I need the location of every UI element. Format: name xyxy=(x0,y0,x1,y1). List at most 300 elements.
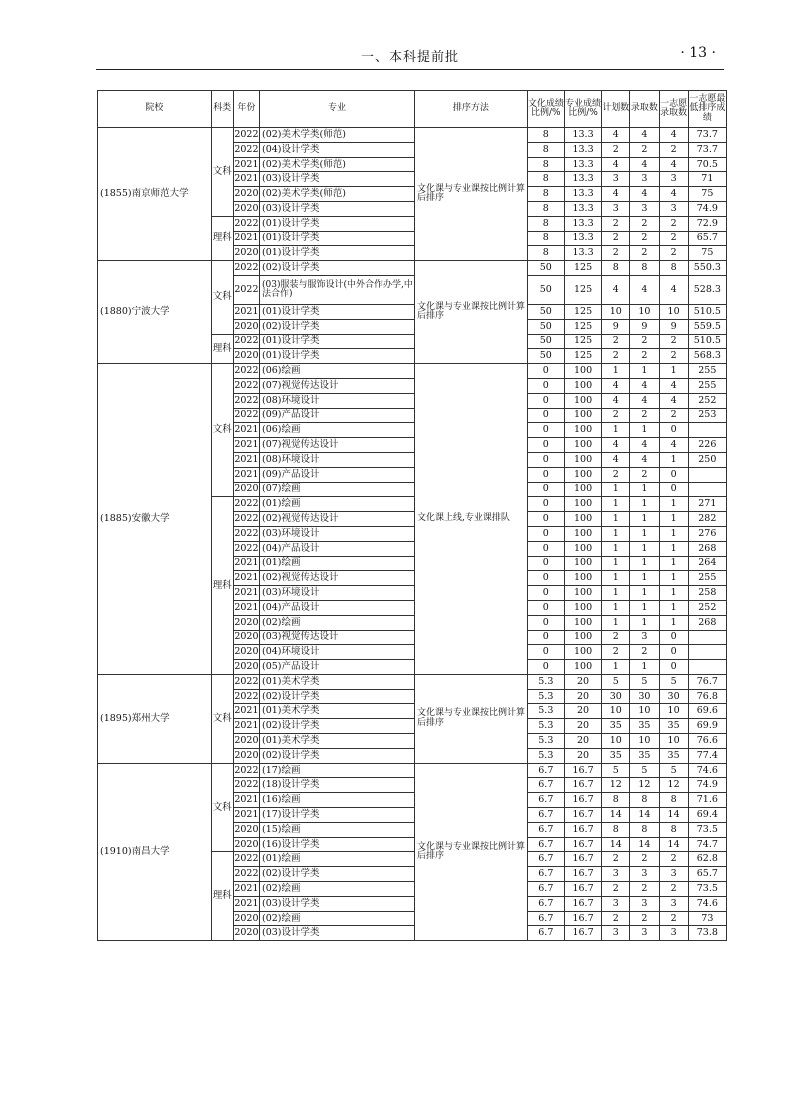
major-ratio-cell: 100 xyxy=(564,541,601,556)
col-header: 排序方法 xyxy=(415,91,528,128)
culture-ratio-cell: 6.7 xyxy=(527,896,564,911)
year-cell: 2022 xyxy=(233,275,259,304)
page-title: 一、本科提前批 xyxy=(360,50,459,65)
first-choice-count-cell: 10 xyxy=(659,704,688,719)
admit-count-cell: 1 xyxy=(630,615,659,630)
major-ratio-cell: 100 xyxy=(564,497,601,512)
first-choice-count-cell: 0 xyxy=(659,423,688,438)
year-cell: 2022 xyxy=(233,216,259,231)
min-score-cell xyxy=(688,630,726,645)
major-ratio-cell: 16.7 xyxy=(564,808,601,823)
table-row xyxy=(98,674,727,689)
university-name: (1880)宁波大学 xyxy=(98,261,212,364)
culture-ratio-cell: 8 xyxy=(527,231,564,246)
admit-count-cell: 1 xyxy=(630,586,659,601)
major-cell: (01)设计学类 xyxy=(260,231,415,246)
culture-ratio-cell: 6.7 xyxy=(527,911,564,926)
year-cell: 2022 xyxy=(233,364,259,379)
major-ratio-cell: 13.3 xyxy=(564,246,601,261)
min-score-cell xyxy=(688,467,726,482)
plan-count-cell: 1 xyxy=(602,615,630,630)
first-choice-count-cell: 3 xyxy=(659,896,688,911)
min-score-cell: 250 xyxy=(688,452,726,467)
major-cell: (07)视觉传达设计 xyxy=(260,378,415,393)
table-header-row xyxy=(98,91,727,128)
min-score-cell: 76.8 xyxy=(688,689,726,704)
major-cell: (02)设计学类 xyxy=(260,261,415,276)
major-cell: (06)绘画 xyxy=(260,423,415,438)
table-row xyxy=(98,364,727,379)
min-score-cell: 76.6 xyxy=(688,734,726,749)
first-choice-count-cell: 4 xyxy=(659,157,688,172)
major-ratio-cell: 16.7 xyxy=(564,793,601,808)
admit-count-cell: 2 xyxy=(630,645,659,660)
plan-count-cell: 2 xyxy=(602,911,630,926)
min-score-cell: 568.3 xyxy=(688,349,726,364)
major-cell: (05)产品设计 xyxy=(260,660,415,675)
culture-ratio-cell: 0 xyxy=(527,615,564,630)
admit-count-cell: 4 xyxy=(630,187,659,202)
plan-count-cell: 2 xyxy=(602,349,630,364)
plan-count-cell: 9 xyxy=(602,319,630,334)
admit-count-cell: 1 xyxy=(630,600,659,615)
major-ratio-cell: 16.7 xyxy=(564,837,601,852)
major-cell: (04)产品设计 xyxy=(260,541,415,556)
min-score-cell: 255 xyxy=(688,571,726,586)
col-header: 专业成绩比例/% xyxy=(564,91,601,128)
sort-method: 文化课与专业课按比例计算后排序 xyxy=(415,763,528,941)
year-cell: 2022 xyxy=(233,334,259,349)
culture-ratio-cell: 8 xyxy=(527,246,564,261)
culture-ratio-cell: 8 xyxy=(527,128,564,143)
admit-count-cell: 2 xyxy=(630,216,659,231)
year-cell: 2021 xyxy=(233,423,259,438)
subject-category: 文科 xyxy=(211,763,233,852)
year-cell: 2022 xyxy=(233,378,259,393)
subject-category: 理科 xyxy=(211,497,233,675)
university-name: (1885)安徽大学 xyxy=(98,364,212,675)
plan-count-cell: 3 xyxy=(602,867,630,882)
year-cell: 2022 xyxy=(233,763,259,778)
culture-ratio-cell: 6.7 xyxy=(527,926,564,941)
col-header: 科类 xyxy=(211,91,233,128)
plan-count-cell: 4 xyxy=(602,393,630,408)
first-choice-count-cell: 2 xyxy=(659,231,688,246)
plan-count-cell: 8 xyxy=(602,822,630,837)
major-cell: (01)美术学类 xyxy=(260,674,415,689)
plan-count-cell: 1 xyxy=(602,586,630,601)
admit-count-cell: 5 xyxy=(630,674,659,689)
min-score-cell: 252 xyxy=(688,600,726,615)
year-cell: 2020 xyxy=(233,748,259,763)
major-cell: (02)美术学类(师范) xyxy=(260,157,415,172)
min-score-cell: 73 xyxy=(688,911,726,926)
plan-count-cell: 2 xyxy=(602,467,630,482)
min-score-cell: 65.7 xyxy=(688,867,726,882)
major-cell: (02)绘画 xyxy=(260,911,415,926)
first-choice-count-cell: 4 xyxy=(659,187,688,202)
culture-ratio-cell: 6.7 xyxy=(527,822,564,837)
culture-ratio-cell: 8 xyxy=(527,201,564,216)
plan-count-cell: 4 xyxy=(602,187,630,202)
admit-count-cell: 1 xyxy=(630,541,659,556)
col-header: 一志愿录取数 xyxy=(659,91,688,128)
major-cell: (06)绘画 xyxy=(260,364,415,379)
col-header: 一志愿最低排序成绩 xyxy=(688,91,726,128)
major-cell: (03)设计学类 xyxy=(260,172,415,187)
culture-ratio-cell: 8 xyxy=(527,142,564,157)
first-choice-count-cell: 8 xyxy=(659,822,688,837)
min-score-cell: 72.9 xyxy=(688,216,726,231)
major-cell: (03)环境设计 xyxy=(260,526,415,541)
culture-ratio-cell: 6.7 xyxy=(527,763,564,778)
major-ratio-cell: 100 xyxy=(564,423,601,438)
page-number: · 13 · xyxy=(680,45,716,61)
admit-count-cell: 1 xyxy=(630,556,659,571)
major-ratio-cell: 13.3 xyxy=(564,157,601,172)
table-body xyxy=(98,128,727,941)
min-score-cell: 69.6 xyxy=(688,704,726,719)
first-choice-count-cell: 5 xyxy=(659,674,688,689)
major-cell: (15)绘画 xyxy=(260,822,415,837)
culture-ratio-cell: 6.7 xyxy=(527,778,564,793)
first-choice-count-cell: 5 xyxy=(659,763,688,778)
first-choice-count-cell: 3 xyxy=(659,867,688,882)
plan-count-cell: 1 xyxy=(602,423,630,438)
min-score-cell xyxy=(688,423,726,438)
col-header: 文化成绩比例/% xyxy=(527,91,564,128)
culture-ratio-cell: 0 xyxy=(527,378,564,393)
major-ratio-cell: 100 xyxy=(564,645,601,660)
major-cell: (01)设计学类 xyxy=(260,349,415,364)
major-cell: (16)设计学类 xyxy=(260,837,415,852)
culture-ratio-cell: 6.7 xyxy=(527,882,564,897)
year-cell: 2021 xyxy=(233,304,259,319)
plan-count-cell: 2 xyxy=(602,216,630,231)
major-ratio-cell: 20 xyxy=(564,674,601,689)
major-cell: (09)产品设计 xyxy=(260,408,415,423)
major-ratio-cell: 100 xyxy=(564,467,601,482)
major-cell: (02)设计学类 xyxy=(260,748,415,763)
culture-ratio-cell: 50 xyxy=(527,319,564,334)
plan-count-cell: 1 xyxy=(602,512,630,527)
col-header: 年份 xyxy=(233,91,259,128)
major-ratio-cell: 20 xyxy=(564,734,601,749)
admit-count-cell: 1 xyxy=(630,512,659,527)
admit-count-cell: 1 xyxy=(630,497,659,512)
plan-count-cell: 14 xyxy=(602,808,630,823)
culture-ratio-cell: 6.7 xyxy=(527,808,564,823)
culture-ratio-cell: 0 xyxy=(527,452,564,467)
plan-count-cell: 2 xyxy=(602,630,630,645)
plan-count-cell: 4 xyxy=(602,157,630,172)
plan-count-cell: 4 xyxy=(602,438,630,453)
year-cell: 2021 xyxy=(233,704,259,719)
plan-count-cell: 4 xyxy=(602,452,630,467)
plan-count-cell: 5 xyxy=(602,674,630,689)
plan-count-cell: 8 xyxy=(602,793,630,808)
admit-count-cell: 2 xyxy=(630,408,659,423)
year-cell: 2022 xyxy=(233,852,259,867)
min-score-cell: 73.5 xyxy=(688,822,726,837)
major-cell: (17)设计学类 xyxy=(260,808,415,823)
culture-ratio-cell: 0 xyxy=(527,556,564,571)
admit-count-cell: 4 xyxy=(630,378,659,393)
plan-count-cell: 2 xyxy=(602,645,630,660)
min-score-cell: 74.6 xyxy=(688,763,726,778)
admit-count-cell: 9 xyxy=(630,319,659,334)
col-header: 专业 xyxy=(260,91,415,128)
admit-count-cell: 4 xyxy=(630,393,659,408)
admit-count-cell: 2 xyxy=(630,231,659,246)
major-ratio-cell: 125 xyxy=(564,261,601,276)
major-cell: (01)绘画 xyxy=(260,852,415,867)
major-cell: (07)绘画 xyxy=(260,482,415,497)
major-ratio-cell: 125 xyxy=(564,349,601,364)
first-choice-count-cell: 9 xyxy=(659,319,688,334)
year-cell: 2022 xyxy=(233,541,259,556)
culture-ratio-cell: 5.3 xyxy=(527,734,564,749)
first-choice-count-cell: 1 xyxy=(659,512,688,527)
sort-method: 文化课与专业课按比例计算后排序 xyxy=(415,261,528,364)
first-choice-count-cell: 35 xyxy=(659,748,688,763)
min-score-cell: 74.7 xyxy=(688,837,726,852)
admit-count-cell: 2 xyxy=(630,142,659,157)
major-cell: (02)美术学类(师范) xyxy=(260,187,415,202)
admit-count-cell: 4 xyxy=(630,157,659,172)
plan-count-cell: 1 xyxy=(602,660,630,675)
min-score-cell: 559.5 xyxy=(688,319,726,334)
first-choice-count-cell: 0 xyxy=(659,467,688,482)
plan-count-cell: 2 xyxy=(602,231,630,246)
culture-ratio-cell: 50 xyxy=(527,275,564,304)
major-cell: (03)设计学类 xyxy=(260,201,415,216)
admit-count-cell: 3 xyxy=(630,926,659,941)
plan-count-cell: 5 xyxy=(602,763,630,778)
year-cell: 2021 xyxy=(233,719,259,734)
year-cell: 2020 xyxy=(233,926,259,941)
admit-count-cell: 1 xyxy=(630,364,659,379)
col-header: 计划数 xyxy=(602,91,630,128)
major-cell: (02)视觉传达设计 xyxy=(260,512,415,527)
plan-count-cell: 2 xyxy=(602,142,630,157)
admit-count-cell: 2 xyxy=(630,911,659,926)
page-header xyxy=(96,44,724,70)
min-score-cell: 264 xyxy=(688,556,726,571)
first-choice-count-cell: 2 xyxy=(659,882,688,897)
plan-count-cell: 4 xyxy=(602,128,630,143)
major-cell: (03)设计学类 xyxy=(260,896,415,911)
plan-count-cell: 1 xyxy=(602,541,630,556)
major-ratio-cell: 16.7 xyxy=(564,778,601,793)
header-rule xyxy=(96,69,724,70)
subject-category: 文科 xyxy=(211,128,233,217)
first-choice-count-cell: 1 xyxy=(659,541,688,556)
plan-count-cell: 35 xyxy=(602,748,630,763)
first-choice-count-cell: 2 xyxy=(659,142,688,157)
major-ratio-cell: 100 xyxy=(564,556,601,571)
min-score-cell: 69.9 xyxy=(688,719,726,734)
min-score-cell: 282 xyxy=(688,512,726,527)
culture-ratio-cell: 0 xyxy=(527,645,564,660)
year-cell: 2020 xyxy=(233,615,259,630)
culture-ratio-cell: 8 xyxy=(527,172,564,187)
major-ratio-cell: 100 xyxy=(564,526,601,541)
year-cell: 2020 xyxy=(233,645,259,660)
year-cell: 2020 xyxy=(233,201,259,216)
admit-count-cell: 3 xyxy=(630,172,659,187)
culture-ratio-cell: 5.3 xyxy=(527,704,564,719)
major-ratio-cell: 100 xyxy=(564,571,601,586)
major-ratio-cell: 100 xyxy=(564,586,601,601)
year-cell: 2020 xyxy=(233,349,259,364)
plan-count-cell: 3 xyxy=(602,172,630,187)
culture-ratio-cell: 5.3 xyxy=(527,674,564,689)
major-cell: (04)环境设计 xyxy=(260,645,415,660)
admit-count-cell: 1 xyxy=(630,482,659,497)
first-choice-count-cell: 10 xyxy=(659,304,688,319)
major-cell: (08)环境设计 xyxy=(260,393,415,408)
min-score-cell: 252 xyxy=(688,393,726,408)
culture-ratio-cell: 6.7 xyxy=(527,837,564,852)
year-cell: 2022 xyxy=(233,512,259,527)
min-score-cell: 510.5 xyxy=(688,334,726,349)
admit-count-cell: 4 xyxy=(630,438,659,453)
first-choice-count-cell: 2 xyxy=(659,911,688,926)
min-score-cell: 253 xyxy=(688,408,726,423)
plan-count-cell: 1 xyxy=(602,571,630,586)
subject-category: 理科 xyxy=(211,852,233,941)
plan-count-cell: 3 xyxy=(602,896,630,911)
plan-count-cell: 10 xyxy=(602,704,630,719)
admit-count-cell: 14 xyxy=(630,808,659,823)
year-cell: 2021 xyxy=(233,793,259,808)
min-score-cell: 74.9 xyxy=(688,778,726,793)
year-cell: 2020 xyxy=(233,734,259,749)
year-cell: 2022 xyxy=(233,689,259,704)
major-ratio-cell: 100 xyxy=(564,452,601,467)
culture-ratio-cell: 0 xyxy=(527,586,564,601)
major-ratio-cell: 100 xyxy=(564,615,601,630)
first-choice-count-cell: 1 xyxy=(659,571,688,586)
first-choice-count-cell: 1 xyxy=(659,364,688,379)
culture-ratio-cell: 6.7 xyxy=(527,867,564,882)
admit-count-cell: 14 xyxy=(630,837,659,852)
culture-ratio-cell: 50 xyxy=(527,304,564,319)
plan-count-cell: 10 xyxy=(602,734,630,749)
major-ratio-cell: 13.3 xyxy=(564,128,601,143)
min-score-cell: 255 xyxy=(688,364,726,379)
admit-count-cell: 35 xyxy=(630,719,659,734)
culture-ratio-cell: 0 xyxy=(527,364,564,379)
year-cell: 2020 xyxy=(233,911,259,926)
major-ratio-cell: 16.7 xyxy=(564,822,601,837)
culture-ratio-cell: 50 xyxy=(527,349,564,364)
year-cell: 2021 xyxy=(233,157,259,172)
major-cell: (01)设计学类 xyxy=(260,304,415,319)
year-cell: 2022 xyxy=(233,867,259,882)
first-choice-count-cell: 1 xyxy=(659,452,688,467)
first-choice-count-cell: 1 xyxy=(659,600,688,615)
min-score-cell: 70.5 xyxy=(688,157,726,172)
culture-ratio-cell: 0 xyxy=(527,526,564,541)
plan-count-cell: 8 xyxy=(602,261,630,276)
culture-ratio-cell: 6.7 xyxy=(527,793,564,808)
year-cell: 2022 xyxy=(233,408,259,423)
year-cell: 2022 xyxy=(233,142,259,157)
major-ratio-cell: 125 xyxy=(564,304,601,319)
admit-count-cell: 3 xyxy=(630,867,659,882)
plan-count-cell: 1 xyxy=(602,482,630,497)
plan-count-cell: 2 xyxy=(602,852,630,867)
plan-count-cell: 4 xyxy=(602,275,630,304)
first-choice-count-cell: 8 xyxy=(659,793,688,808)
year-cell: 2021 xyxy=(233,808,259,823)
subject-category: 文科 xyxy=(211,674,233,763)
admit-count-cell: 12 xyxy=(630,778,659,793)
admit-count-cell: 2 xyxy=(630,852,659,867)
admit-count-cell: 4 xyxy=(630,128,659,143)
first-choice-count-cell: 14 xyxy=(659,837,688,852)
major-ratio-cell: 16.7 xyxy=(564,763,601,778)
first-choice-count-cell: 2 xyxy=(659,246,688,261)
subject-category: 理科 xyxy=(211,334,233,364)
culture-ratio-cell: 0 xyxy=(527,467,564,482)
min-score-cell: 74.9 xyxy=(688,201,726,216)
culture-ratio-cell: 0 xyxy=(527,512,564,527)
first-choice-count-cell: 3 xyxy=(659,926,688,941)
culture-ratio-cell: 0 xyxy=(527,423,564,438)
first-choice-count-cell: 0 xyxy=(659,645,688,660)
min-score-cell: 268 xyxy=(688,615,726,630)
major-ratio-cell: 16.7 xyxy=(564,911,601,926)
major-cell: (01)设计学类 xyxy=(260,246,415,261)
admit-count-cell: 8 xyxy=(630,793,659,808)
sort-method: 文化课上线,专业课排队 xyxy=(415,364,528,675)
admit-count-cell: 1 xyxy=(630,571,659,586)
min-score-cell: 73.8 xyxy=(688,926,726,941)
major-cell: (02)设计学类 xyxy=(260,689,415,704)
major-ratio-cell: 100 xyxy=(564,438,601,453)
admit-count-cell: 2 xyxy=(630,246,659,261)
major-ratio-cell: 125 xyxy=(564,334,601,349)
year-cell: 2022 xyxy=(233,128,259,143)
major-ratio-cell: 16.7 xyxy=(564,896,601,911)
admit-count-cell: 10 xyxy=(630,704,659,719)
admit-count-cell: 10 xyxy=(630,304,659,319)
min-score-cell: 510.5 xyxy=(688,304,726,319)
first-choice-count-cell: 35 xyxy=(659,719,688,734)
first-choice-count-cell: 0 xyxy=(659,482,688,497)
major-ratio-cell: 20 xyxy=(564,748,601,763)
first-choice-count-cell: 3 xyxy=(659,172,688,187)
plan-count-cell: 10 xyxy=(602,304,630,319)
subject-category: 文科 xyxy=(211,261,233,334)
first-choice-count-cell: 8 xyxy=(659,261,688,276)
major-cell: (01)美术学类 xyxy=(260,734,415,749)
admission-table xyxy=(97,90,727,941)
plan-count-cell: 2 xyxy=(602,408,630,423)
subject-category: 理科 xyxy=(211,216,233,260)
admit-count-cell: 4 xyxy=(630,452,659,467)
first-choice-count-cell: 1 xyxy=(659,586,688,601)
first-choice-count-cell: 1 xyxy=(659,526,688,541)
first-choice-count-cell: 1 xyxy=(659,615,688,630)
first-choice-count-cell: 1 xyxy=(659,556,688,571)
major-ratio-cell: 16.7 xyxy=(564,852,601,867)
sort-method: 文化课与专业课按比例计算后排序 xyxy=(415,128,528,261)
major-ratio-cell: 100 xyxy=(564,408,601,423)
